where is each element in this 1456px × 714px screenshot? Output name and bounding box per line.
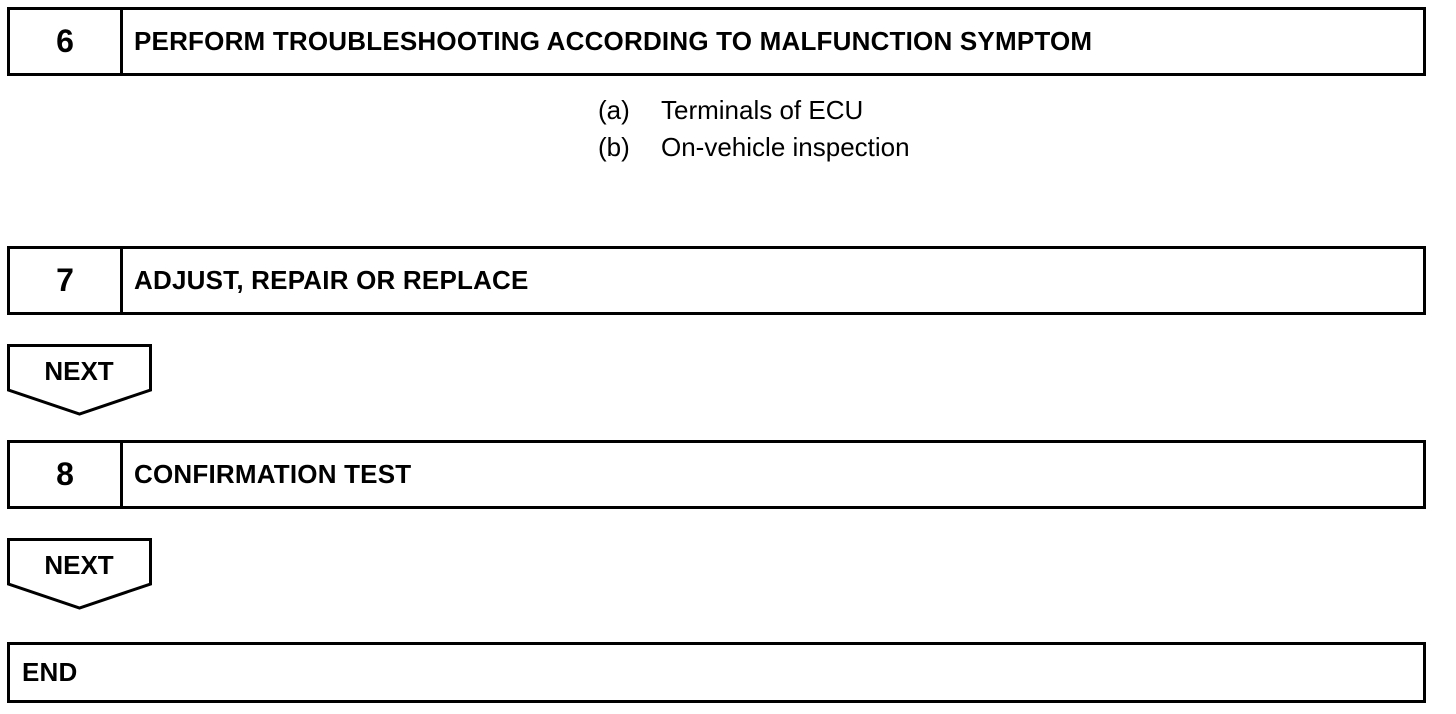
step-number: 6: [10, 10, 123, 73]
step-title: ADJUST, REPAIR OR REPLACE: [134, 265, 529, 295]
next-arrow: [7, 344, 152, 416]
next-arrow: [7, 538, 152, 610]
step-number: 7: [10, 249, 123, 312]
step-8-box: [7, 440, 1426, 509]
step-title: CONFIRMATION TEST: [134, 459, 412, 489]
step-number: 8: [10, 443, 123, 506]
end-box: [7, 642, 1426, 703]
sub-item: [598, 129, 910, 166]
sub-item-letter: (b): [598, 132, 630, 162]
step-7-box: [7, 246, 1426, 315]
sub-item: [598, 92, 910, 129]
sub-item-list: [598, 92, 910, 166]
next-label: NEXT: [44, 356, 114, 386]
step-6-box: [7, 7, 1426, 76]
step-title: PERFORM TROUBLESHOOTING ACCORDING TO MALFUNCTION SYMPTOM: [134, 26, 1093, 56]
sub-item-text: On-vehicle inspection: [661, 132, 910, 162]
end-label: END: [22, 657, 78, 687]
sub-item-letter: (a): [598, 95, 630, 125]
next-label: NEXT: [44, 550, 114, 580]
sub-item-text: Terminals of ECU: [661, 95, 864, 125]
